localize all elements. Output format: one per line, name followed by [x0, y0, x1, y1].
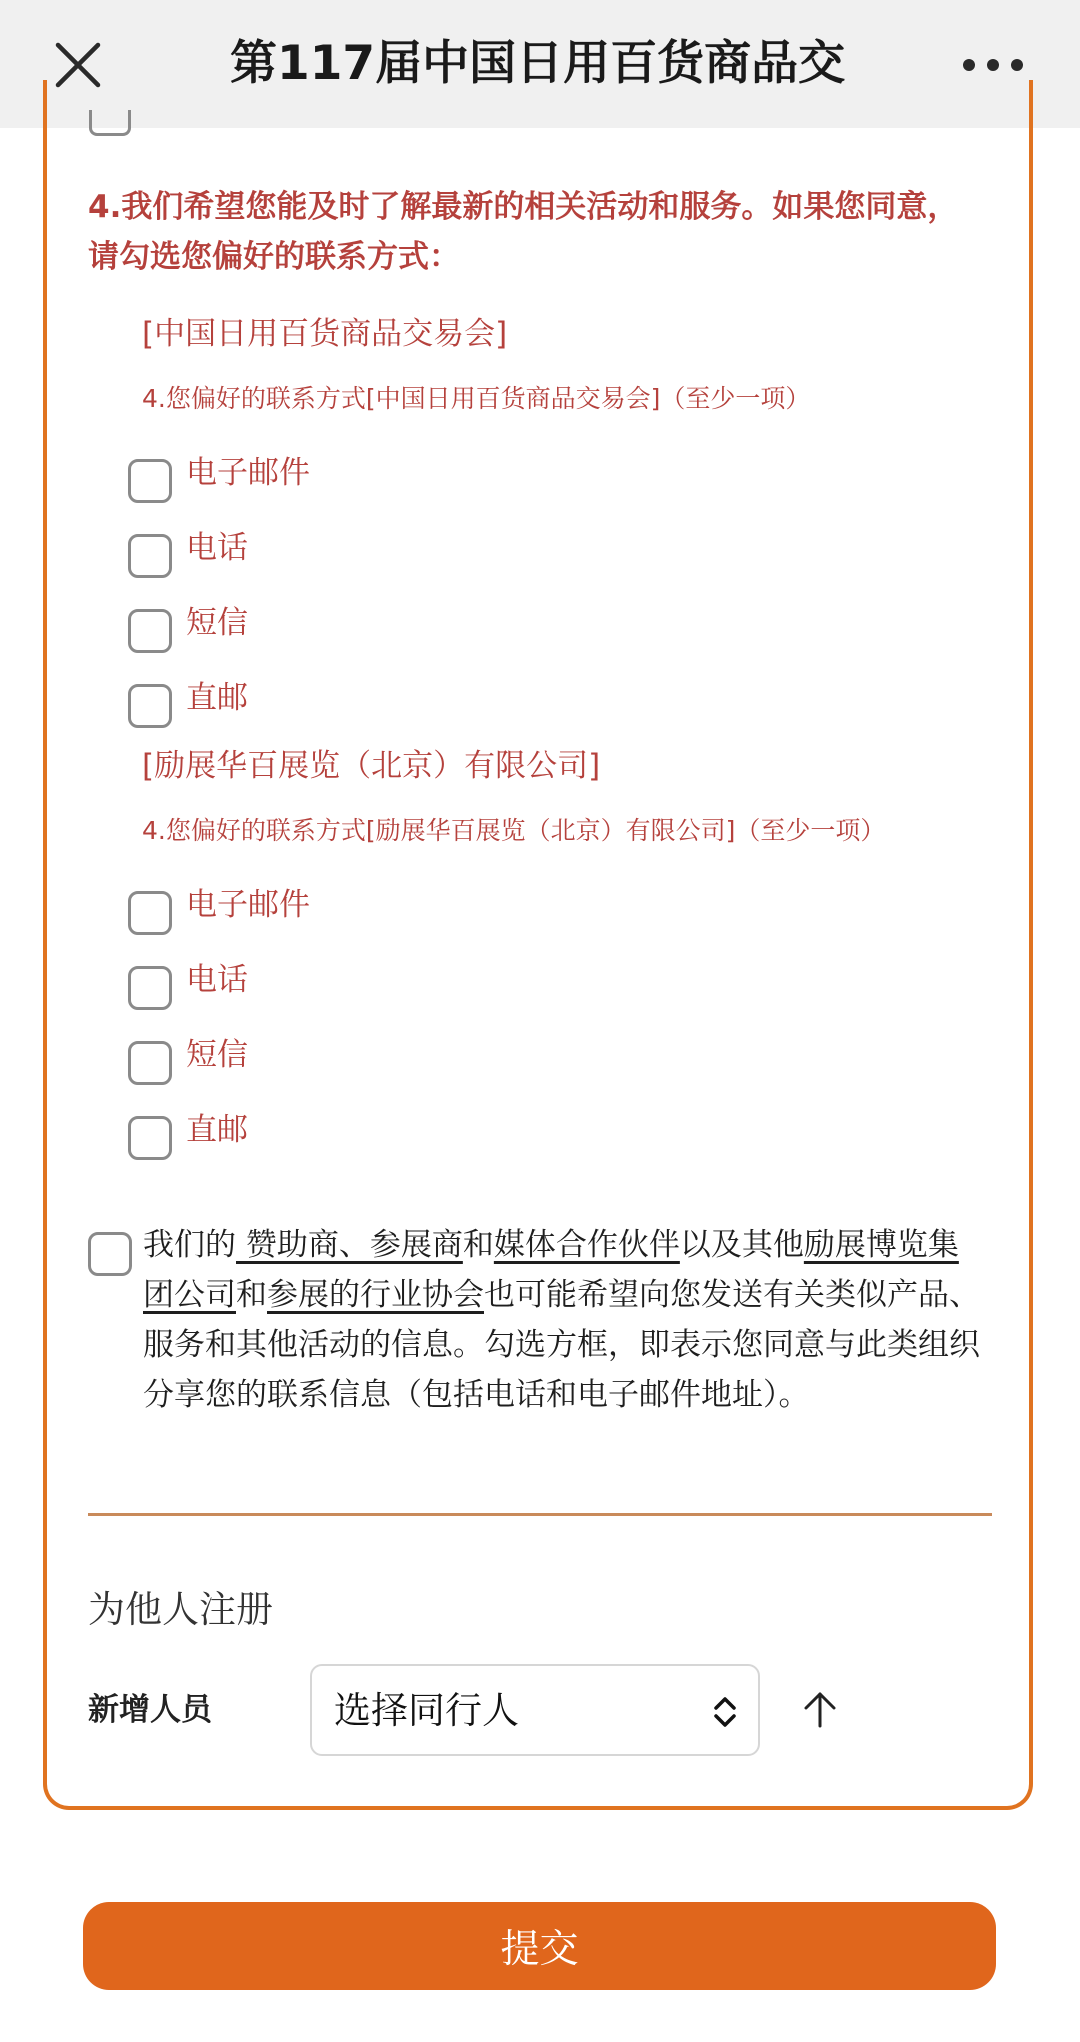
- section-divider: [88, 1513, 992, 1516]
- consent-checkbox[interactable]: [88, 1232, 132, 1276]
- checkbox[interactable]: [128, 1041, 172, 1085]
- consent-text-part: 和: [462, 1227, 494, 1263]
- consent-text-part: 以及其他: [679, 1227, 804, 1263]
- option-label: 直邮: [186, 680, 248, 716]
- consent-text-part: 我们的: [143, 1227, 236, 1263]
- option-label: 直邮: [186, 1112, 248, 1148]
- option-reed-sms[interactable]: [128, 1033, 628, 1083]
- chevron-up-down-icon: [708, 1694, 742, 1730]
- collapse-arrow-button[interactable]: [800, 1688, 840, 1732]
- media-partners-link[interactable]: 媒体合作伙伴: [493, 1227, 680, 1263]
- page-title: 第117届中国日用百货商品交: [230, 36, 846, 91]
- option-label: 电话: [186, 530, 248, 566]
- checkbox[interactable]: [128, 684, 172, 728]
- option-label: 短信: [186, 605, 248, 641]
- more-button[interactable]: [958, 47, 1028, 83]
- option-fair-email[interactable]: [128, 451, 628, 501]
- submit-button[interactable]: 提交: [83, 1902, 996, 1990]
- option-label: 短信: [186, 1037, 248, 1073]
- option-reed-phone[interactable]: [128, 958, 628, 1008]
- industry-associations-link[interactable]: 参展的行业协会: [267, 1277, 484, 1313]
- reed-group-link[interactable]: 励展博览集团公司: [143, 1227, 959, 1313]
- group-subtitle-reed: 4.您偏好的联系方式[励展华百展览（北京）有限公司]（至少一项）: [142, 816, 886, 845]
- more-horizontal-icon: [958, 47, 1028, 83]
- option-fair-mail[interactable]: [128, 676, 628, 726]
- checkbox[interactable]: [128, 966, 172, 1010]
- option-label: 电话: [186, 962, 248, 998]
- checkbox[interactable]: [128, 534, 172, 578]
- checkbox[interactable]: [128, 1116, 172, 1160]
- checkbox[interactable]: [128, 891, 172, 935]
- group-heading-fair: [中国日用百货商品交易会]: [142, 316, 508, 352]
- option-label: 电子邮件: [186, 887, 310, 923]
- consent-text-part: 也可能希望向您发送有关类似产品、服务和其他活动的信息。勾选方框，即表示您同意与此类组织分享您的联系信息（包括电话和电子邮件地址）。: [143, 1277, 980, 1413]
- group-heading-reed: [励展华百展览（北京）有限公司]: [142, 748, 601, 784]
- register-others-title: 为他人注册: [88, 1588, 273, 1631]
- select-value: 选择同行人: [334, 1689, 519, 1732]
- checkbox-partial[interactable]: [89, 110, 131, 136]
- option-reed-email[interactable]: [128, 883, 628, 933]
- option-reed-mail[interactable]: [128, 1108, 628, 1158]
- checkbox[interactable]: [128, 459, 172, 503]
- option-fair-phone[interactable]: [128, 526, 628, 576]
- sponsors-link[interactable]: 赞助商、参展商: [236, 1227, 463, 1263]
- consent-text: [143, 1220, 983, 1420]
- checkbox[interactable]: [128, 609, 172, 653]
- option-fair-sms[interactable]: [128, 601, 628, 651]
- group-subtitle-fair: 4.您偏好的联系方式[中国日用百货商品交易会]（至少一项）: [142, 384, 811, 413]
- arrow-up-icon: [800, 1688, 840, 1732]
- consent-text-part: 和: [236, 1277, 267, 1313]
- companion-select[interactable]: [310, 1664, 760, 1756]
- add-person-label: 新增人员: [88, 1692, 212, 1728]
- question-title: 4.我们希望您能及时了解最新的相关活动和服务。如果您同意，请勾选您偏好的联系方式：: [88, 189, 959, 275]
- option-label: 电子邮件: [186, 455, 310, 491]
